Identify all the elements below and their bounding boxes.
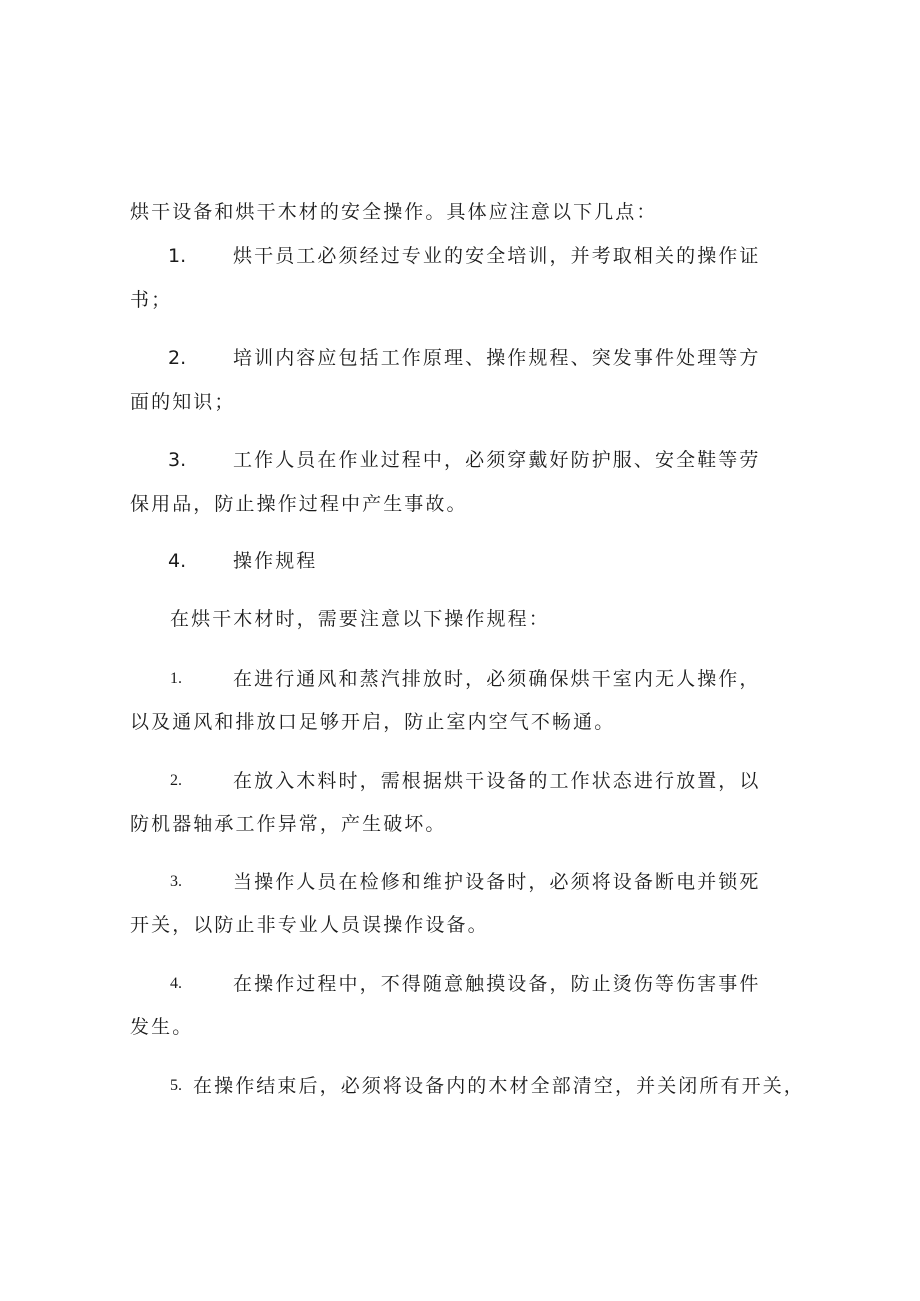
- item-number: 1.: [168, 245, 187, 267]
- item-number: 2.: [168, 347, 187, 369]
- sub-item-text: 在操作过程中，不得随意触摸设备，防止烫伤等伤害事件: [233, 973, 761, 995]
- sub-item-text-continued: 防机器轴承工作异常，产生破坏。: [130, 813, 447, 835]
- item-number: 3.: [168, 449, 187, 471]
- sub-item-text: 在放入木料时，需根据烘干设备的工作状态进行放置，以: [233, 770, 761, 792]
- item-text-continued: 面的知识；: [130, 391, 236, 413]
- sub-intro-text: 在烘干木材时，需要注意以下操作规程：: [170, 608, 550, 630]
- sub-item-number: 5.: [170, 1077, 182, 1094]
- sub-item-text-continued: 以及通风和排放口足够开启，防止室内空气不畅通。: [130, 711, 616, 733]
- item-text: 培训内容应包括工作原理、操作规程、突发事件处理等方: [233, 347, 761, 369]
- sub-item-number: 4.: [170, 975, 182, 992]
- intro-text: 烘干设备和烘干木材的安全操作。具体应注意以下几点：: [130, 201, 658, 223]
- item-text-continued: 书；: [130, 289, 173, 311]
- item-number: 4.: [168, 550, 187, 572]
- sub-item-text-continued: 开关，以防止非专业人员误操作设备。: [130, 914, 489, 936]
- sub-item-number: 2.: [170, 772, 182, 789]
- section-heading: 操作规程: [233, 550, 318, 572]
- sub-item-text: 在进行通风和蒸汽排放时，必须确保烘干室内无人操作，: [233, 668, 761, 690]
- item-text: 工作人员在作业过程中，必须穿戴好防护服、安全鞋等劳: [233, 449, 761, 471]
- sub-item-text: 当操作人员在检修和维护设备时，必须将设备断电并锁死: [233, 871, 761, 893]
- sub-item-text: 在操作结束后，必须将设备内的木材全部清空，并关闭所有开关，: [193, 1075, 805, 1097]
- sub-item-text-continued: 发生。: [130, 1016, 194, 1038]
- sub-item-number: 1.: [170, 670, 182, 687]
- item-text-continued: 保用品，防止操作过程中产生事故。: [130, 493, 468, 515]
- sub-item-number: 3.: [170, 873, 182, 890]
- item-text: 烘干员工必须经过专业的安全培训，并考取相关的操作证: [233, 245, 761, 267]
